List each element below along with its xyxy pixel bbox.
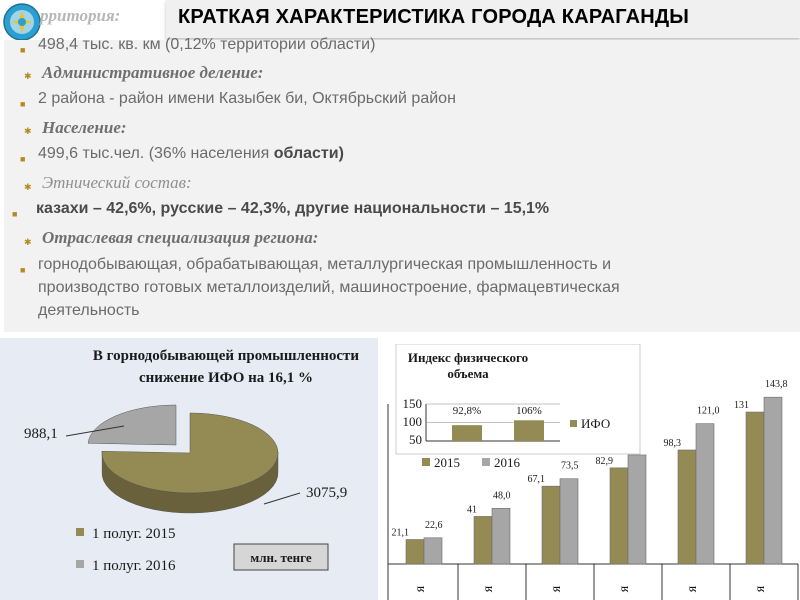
category-label-2: я [549, 585, 564, 593]
category-label-5: я [753, 585, 768, 593]
bar-label-2016-2: 73,5 [561, 460, 579, 472]
bar-label-2015-4: 98,3 [663, 437, 681, 449]
inset-bar-label-0: 92,8% [452, 405, 482, 417]
pie-slices [88, 405, 278, 513]
bar-label-2015-5: 131 [734, 400, 749, 412]
pie-chart [0, 338, 378, 600]
bar-2016-1 [492, 508, 510, 564]
bar-2015-0 [406, 540, 424, 564]
category-label-0: я [413, 585, 428, 593]
bar-2015-2 [542, 486, 560, 564]
admin-value: 2 района - район имени Казыбек би, Октябрьский район [38, 90, 456, 107]
bar-label-2016-4: 121,0 [697, 405, 720, 417]
legend-label-2016: 2016 [494, 455, 520, 470]
legend-swatch-2016 [76, 560, 84, 568]
bar-label-2016-0: 22,6 [425, 519, 443, 531]
pie-value-label-2016: 988,1 [24, 426, 58, 442]
category-label-1: я [481, 585, 496, 593]
title-banner [166, 0, 800, 38]
legend-swatch-2016 [482, 458, 490, 466]
bar-chart [384, 344, 800, 600]
sector-value-line-3: деятельность [38, 302, 140, 319]
bar-2016-4 [696, 424, 714, 564]
bar-2016-3 [628, 455, 646, 564]
bar-2015-5 [746, 412, 764, 564]
inset-title-line-1: Индекс физического [407, 350, 529, 365]
bar-2015-1 [474, 516, 492, 564]
bar-chart-panel [384, 344, 800, 600]
population-value [38, 145, 344, 163]
index-chart-inset [396, 344, 640, 454]
sector-value-line-2: производство готовых металлоизделий, машиностроение, фармацевтическая [38, 279, 620, 296]
bar-2015-3 [610, 468, 628, 564]
pie-chart-panel [0, 338, 378, 600]
population-value-text: 499,6 тыс.чел. (36% населения [38, 145, 274, 162]
ethnic-heading: Этнический состав: [42, 173, 192, 192]
pie-leader-line-2015 [264, 493, 300, 504]
unit-label: млн. тенге [250, 550, 312, 565]
legend-label-2016: 1 полуг. 2016 [92, 558, 176, 574]
pie-value-label-2015: 3075,9 [306, 485, 348, 501]
inset-bar-1 [514, 420, 544, 441]
inset-y-tick-150: 150 [402, 396, 422, 411]
inset-legend-label: ИФО [581, 416, 611, 431]
ethnic-value: казахи – 42,6%, русские – 42,3%, другие национальности – 15,1% [36, 200, 550, 217]
page-title: КРАТКАЯ ХАРАКТЕРИСТИКА ГОРОДА КАРАГАНДЫ [178, 6, 690, 28]
bar-2016-2 [560, 479, 578, 564]
territory-value: 498,4 тыс. кв. км (0,12% территории области) [38, 36, 376, 53]
bullet-square-icon: ■ [12, 209, 18, 219]
bar-label-2016-1: 48,0 [493, 490, 511, 502]
bullet-star-icon: ✱ [24, 126, 32, 136]
category-label-4: я [685, 585, 700, 593]
pie-title-line-1: В горнодобывающей промышленности [92, 348, 360, 364]
legend-label-2015: 2015 [434, 455, 460, 470]
inset-title-line-2: объема [447, 366, 489, 381]
bar-label-2015-2: 67,1 [527, 474, 545, 486]
bullet-square-icon: ■ [20, 99, 26, 109]
bullet-star-icon: ✱ [24, 182, 32, 192]
bar-label-2015-1: 41 [467, 504, 477, 516]
bar-2016-5 [764, 397, 782, 564]
bar-label-2015-0: 21,1 [391, 527, 409, 539]
bullet-square-icon: ■ [20, 154, 26, 164]
territory-heading: рритория: [40, 6, 121, 25]
inset-legend-swatch [570, 420, 577, 427]
population-value-bold: области) [273, 145, 344, 162]
legend-swatch-2015 [76, 528, 84, 536]
bullet-square-icon: ■ [20, 45, 26, 55]
bar-2015-4 [678, 450, 696, 564]
bullet-star-icon: ✱ [24, 237, 32, 247]
admin-heading: Административное деление: [42, 63, 264, 82]
inset-bar-label-1: 106% [516, 405, 542, 417]
population-heading: Население: [42, 118, 127, 137]
bullet-square-icon: ■ [20, 265, 26, 275]
bar-label-2016-5: 143,8 [765, 379, 788, 391]
inset-bar-0 [452, 425, 482, 441]
sector-value-line-1: горнодобывающая, обрабатывающая, металлургическая промышленность и [38, 256, 612, 273]
kazakhstan-emblem-logo [2, 2, 42, 42]
category-axis [413, 564, 798, 600]
bar-label-2015-3: 82,9 [595, 455, 613, 467]
pie-title-line-2: снижение ИФО на 16,1 % [138, 370, 314, 386]
sector-heading: Отраслевая специализация региона: [42, 228, 319, 247]
legend-swatch-2015 [422, 458, 430, 466]
legend-label-2015: 1 полуг. 2015 [92, 526, 176, 542]
bar-2016-0 [424, 538, 442, 564]
inset-y-tick-100: 100 [402, 414, 422, 429]
category-label-3: я [617, 585, 632, 593]
pie-slice-1 [88, 405, 176, 445]
city-info-panel [4, 36, 800, 332]
inset-y-tick-50: 50 [409, 432, 422, 447]
bullet-star-icon: ✱ [24, 71, 32, 81]
